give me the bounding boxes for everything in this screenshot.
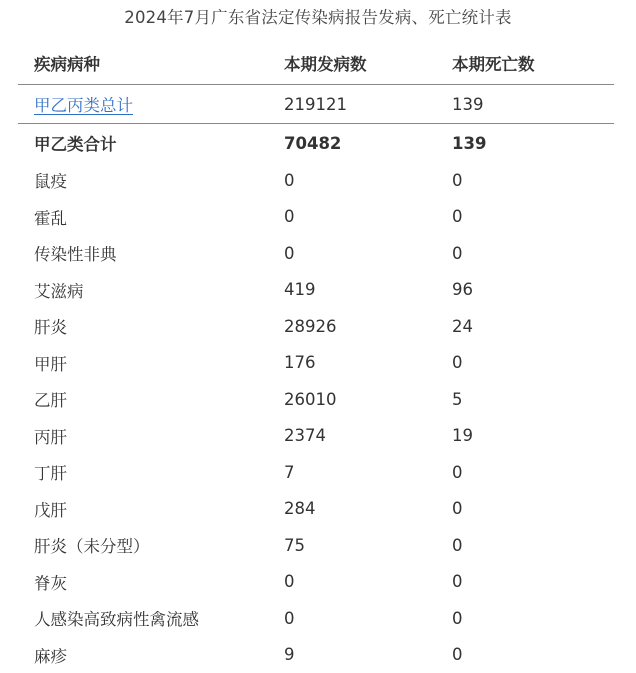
disease-name-cell: 戊肝: [18, 497, 280, 521]
table-row: [18, 454, 614, 491]
cases-cell: 0: [280, 609, 448, 628]
deaths-cell: 5: [448, 390, 614, 409]
cases-cell: 0: [280, 207, 448, 226]
deaths-cell: 0: [448, 536, 614, 555]
disease-name-cell: 鼠疫: [18, 168, 280, 192]
subtotal-name-cell: 甲乙类合计: [18, 131, 280, 155]
total-deaths-cell: 139: [448, 95, 614, 114]
deaths-cell: 0: [448, 609, 614, 628]
disease-name-cell: 人感染高致病性禽流感: [18, 606, 280, 630]
cases-cell: 9: [280, 645, 448, 664]
cases-cell: 75: [280, 536, 448, 555]
cases-cell: 28926: [280, 317, 448, 336]
column-header-cases: 本期发病数: [280, 51, 448, 75]
table-row: [18, 637, 614, 673]
table-row: [18, 308, 614, 345]
disease-name-cell: 传染性非典: [18, 241, 280, 265]
deaths-cell: 0: [448, 207, 614, 226]
deaths-cell: 0: [448, 499, 614, 518]
disease-name-cell: 丙肝: [18, 424, 280, 448]
cases-cell: 0: [280, 572, 448, 591]
statistics-table: [18, 42, 614, 673]
table-row: [18, 199, 614, 236]
cases-cell: 7: [280, 463, 448, 482]
table-row: [18, 418, 614, 455]
deaths-cell: 19: [448, 426, 614, 445]
disease-name-cell: 麻疹: [18, 643, 280, 667]
cases-cell: 284: [280, 499, 448, 518]
disease-name-cell: 丁肝: [18, 460, 280, 484]
table-row: [18, 235, 614, 272]
disease-name-cell: 肝炎: [18, 314, 280, 338]
disease-name-cell: 肝炎（未分型）: [18, 533, 280, 557]
page-title: 2024年7月广东省法定传染病报告发病、死亡统计表: [0, 4, 636, 28]
table-row: [18, 381, 614, 418]
disease-name-cell: 艾滋病: [18, 278, 280, 302]
table-row: [18, 564, 614, 601]
disease-name-cell: 霍乱: [18, 205, 280, 229]
deaths-cell: 0: [448, 645, 614, 664]
table-row: [18, 600, 614, 637]
column-header-disease: 疾病病种: [18, 51, 280, 75]
deaths-cell: 0: [448, 353, 614, 372]
table-header: [18, 42, 614, 85]
deaths-cell: 96: [448, 280, 614, 299]
cases-cell: 419: [280, 280, 448, 299]
table-row: [18, 345, 614, 382]
cases-cell: 176: [280, 353, 448, 372]
disease-name-cell: 脊灰: [18, 570, 280, 594]
total-link[interactable]: 甲乙丙类总计: [34, 96, 133, 115]
table-row: [18, 527, 614, 564]
disease-name-cell: 乙肝: [18, 387, 280, 411]
table-row: [18, 162, 614, 199]
deaths-cell: 0: [448, 572, 614, 591]
deaths-cell: 0: [448, 244, 614, 263]
disease-name-cell: 甲肝: [18, 351, 280, 375]
total-name-cell: [18, 92, 280, 116]
total-cases-cell: 219121: [280, 95, 448, 114]
subtotal-cases-cell: 70482: [280, 134, 448, 153]
deaths-cell: 0: [448, 463, 614, 482]
deaths-cell: 0: [448, 171, 614, 190]
cases-cell: 2374: [280, 426, 448, 445]
table-row-subtotal: [18, 124, 614, 162]
column-header-deaths: 本期死亡数: [448, 51, 614, 75]
deaths-cell: 24: [448, 317, 614, 336]
cases-cell: 26010: [280, 390, 448, 409]
subtotal-deaths-cell: 139: [448, 134, 614, 153]
table-row-total: [18, 85, 614, 124]
cases-cell: 0: [280, 171, 448, 190]
cases-cell: 0: [280, 244, 448, 263]
table-row: [18, 491, 614, 528]
table-row: [18, 272, 614, 309]
